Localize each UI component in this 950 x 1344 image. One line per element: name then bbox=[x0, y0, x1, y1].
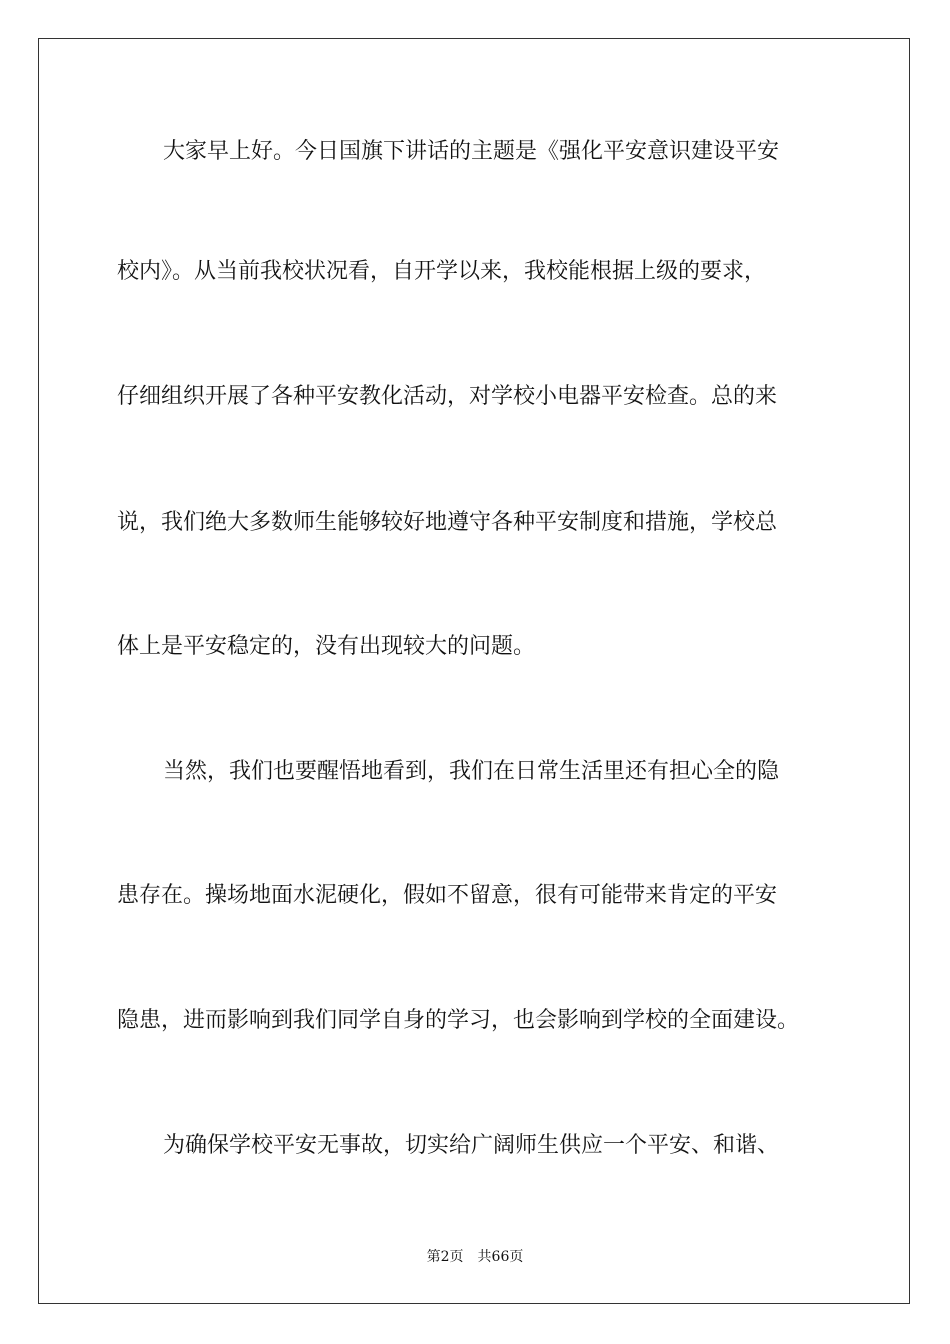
paragraph-1-line-3: 仔细组织开展了各种平安教化活动，对学校小电器平安检查。总的来 bbox=[117, 384, 778, 409]
paragraph-2-line-2: 患存在。操场地面水泥硬化，假如不留意，很有可能带来肯定的平安 bbox=[117, 883, 778, 908]
paragraph-2-line-1: 当然，我们也要醒悟地看到，我们在日常生活里还有担心全的隐 bbox=[163, 759, 780, 784]
page-footer bbox=[0, 1246, 950, 1266]
paragraph-1-line-1: 大家早上好。今日国旗下讲话的主题是《强化平安意识建设平安 bbox=[163, 139, 780, 164]
paragraph-1-line-2: 校内》。从当前我校状况看，自开学以来，我校能根据上级的要求， bbox=[117, 259, 767, 284]
paragraph-2-line-3: 隐患，进而影响到我们同学自身的学习，也会影响到学校的全面建设。 bbox=[117, 1008, 800, 1033]
paragraph-1-line-4: 说，我们绝大多数师生能够较好地遵守各种平安制度和措施，学校总 bbox=[117, 510, 778, 535]
paragraph-1-line-5: 体上是平安稳定的，没有出现较大的问题。 bbox=[117, 634, 536, 659]
page-number: 第2页 bbox=[426, 1249, 464, 1265]
page-total: 共66页 bbox=[477, 1249, 524, 1265]
paragraph-3-line-1: 为确保学校平安无事故，切实给广阔师生供应一个平安、和谐、 bbox=[163, 1133, 780, 1158]
page-frame bbox=[38, 38, 910, 1304]
